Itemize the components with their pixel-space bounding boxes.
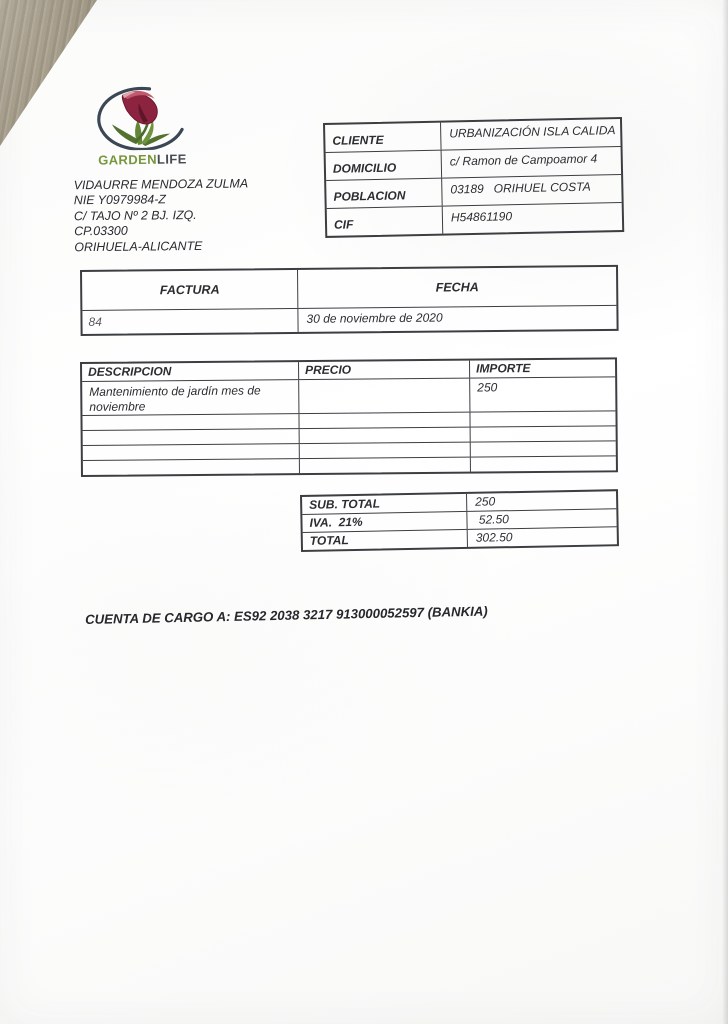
- client-row-poblacion: [326, 174, 622, 208]
- client-label: CLIENTE: [332, 132, 384, 148]
- brand-name-life: LIFE: [156, 151, 187, 167]
- empty-cell: [470, 456, 616, 471]
- subtotal-value: 250: [466, 491, 616, 511]
- sender-line-postcode: CP.03300: [74, 223, 128, 239]
- tulip-flower-icon: [91, 85, 190, 150]
- iva-label: IVA. 21%: [309, 514, 363, 530]
- client-value: URBANIZACIÓN ISLA CALIDA: [440, 119, 621, 150]
- empty-cell: [470, 426, 616, 441]
- empty-cell: [82, 414, 298, 430]
- photo-edge-shadow: [722, 0, 728, 1024]
- client-value: c/ Ramon de Campoamor 4: [441, 147, 622, 178]
- client-label: POBLACION: [333, 188, 406, 204]
- invoice-date-value: 30 de noviembre de 2020: [297, 306, 616, 332]
- empty-cell: [83, 429, 299, 445]
- totals-table: [300, 489, 619, 552]
- sender-line-street: C/ TAJO Nº 2 BJ. IZQ.: [73, 207, 197, 224]
- sender-line-name: VIDAURRE MENDOZA ZULMA: [73, 176, 249, 193]
- empty-cell: [83, 459, 299, 475]
- brand-name-garden: GARDEN: [98, 151, 158, 168]
- payment-account-line: CUENTA DE CARGO A: ES92 2038 3217 913000052597 (BANKIA): [85, 603, 488, 627]
- invoice-date-header: FECHA: [297, 267, 616, 308]
- item-description: Mantenimiento de jardín mes de noviembre: [89, 383, 261, 414]
- empty-cell: [470, 441, 616, 456]
- items-header-price: PRECIO: [298, 361, 469, 379]
- invoice-meta-data-row: [82, 305, 616, 334]
- brand-name: [92, 151, 192, 167]
- iva-value: 52.50: [466, 509, 616, 529]
- client-info-table: [323, 117, 624, 238]
- invoice-meta-header-row: [82, 267, 616, 310]
- client-row-cif: [327, 202, 623, 236]
- client-value: H54861190: [442, 203, 623, 234]
- invoice-meta-table: [80, 265, 619, 336]
- empty-cell: [299, 443, 470, 458]
- subtotal-label: SUB. TOTAL: [309, 496, 381, 512]
- empty-cell: [469, 411, 615, 426]
- gardenlife-logo: [91, 85, 192, 167]
- line-items-table: [80, 357, 618, 477]
- client-row-domicilio: [326, 146, 622, 180]
- total-value: 302.50: [467, 527, 617, 547]
- empty-cell: [299, 428, 470, 443]
- empty-cell: [298, 413, 469, 428]
- empty-cell: [83, 444, 299, 460]
- item-price: [298, 379, 469, 413]
- empty-cell: [299, 458, 470, 473]
- sender-line-nie: NIE Y0979984-Z: [73, 192, 166, 208]
- invoice-number-header: FACTURA: [159, 282, 220, 298]
- item-row: [82, 376, 615, 415]
- items-header-amount: IMPORTE: [469, 359, 615, 377]
- item-amount: 250: [469, 377, 615, 411]
- client-value: 03189 ORIHUEL COSTA: [441, 175, 622, 206]
- invoice-number-value: 84: [88, 314, 102, 329]
- client-label: DOMICILIO: [332, 160, 397, 176]
- desk-corner-background: [0, 0, 98, 147]
- sender-line-city: ORIHUELA-ALICANTE: [74, 238, 203, 254]
- items-header-description: DESCRIPCION: [88, 364, 172, 379]
- total-label: TOTAL: [309, 533, 349, 548]
- client-label: CIF: [333, 217, 354, 232]
- sender-address-block: [74, 176, 315, 256]
